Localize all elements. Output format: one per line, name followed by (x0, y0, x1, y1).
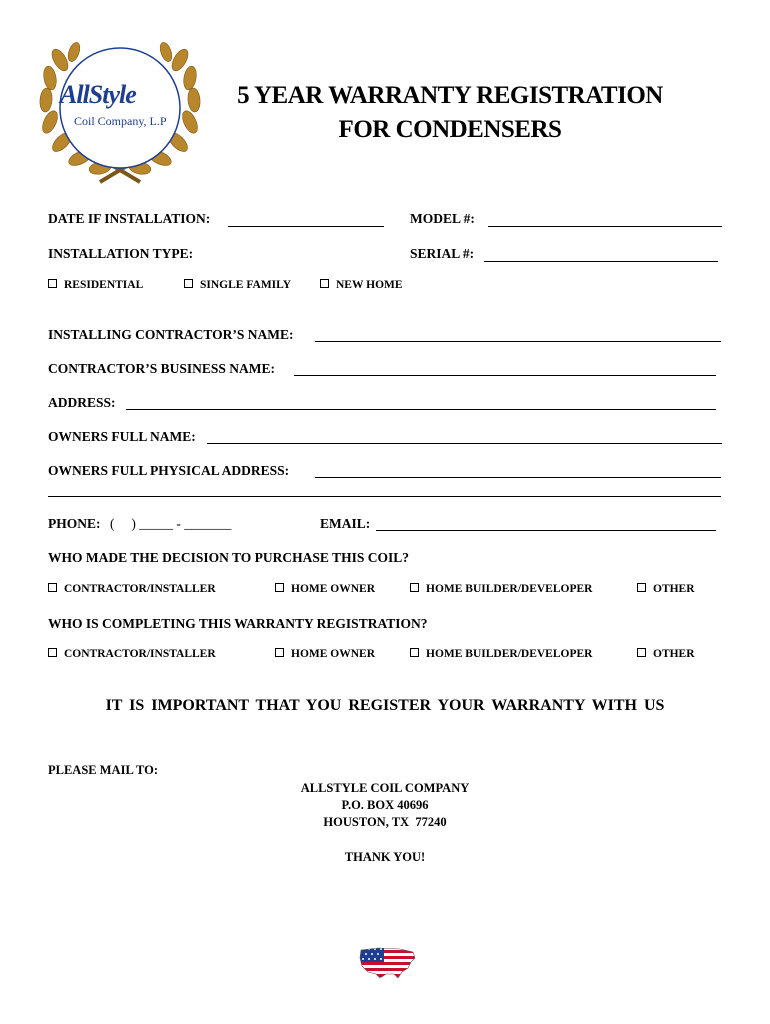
date-installation-field[interactable] (228, 226, 384, 227)
page-title-line2: FOR CONDENSERS (338, 116, 562, 143)
important-notice: IT IS IMPORTANT THAT YOU REGISTER YOUR WARRANTY WITH US (105, 697, 665, 714)
checkbox-label: CONTRACTOR/INSTALLER (64, 648, 216, 660)
checkbox-new-home[interactable] (320, 279, 403, 291)
business-name-label: CONTRACTOR’S BUSINESS NAME: (48, 361, 276, 376)
q1-option-home-owner[interactable] (275, 583, 375, 595)
date-installation-label: DATE IF INSTALLATION: (48, 211, 211, 226)
checkbox-icon (637, 648, 646, 657)
installing-contractor-field[interactable] (315, 341, 721, 342)
serial-label: SERIAL #: (410, 246, 475, 261)
checkbox-label: HOME OWNER (291, 583, 376, 595)
business-name-field[interactable] (294, 375, 716, 376)
checkbox-label: HOME OWNER (291, 648, 376, 660)
checkbox-icon (637, 583, 646, 592)
model-label: MODEL #: (410, 211, 475, 226)
owners-name-label: OWNERS FULL NAME: (48, 429, 196, 444)
logo-subtitle: Coil Company, L.P (74, 114, 167, 128)
q2-option-home-owner[interactable] (275, 648, 375, 660)
mail-po-box: P.O. BOX 40696 (341, 798, 429, 812)
checkbox-icon (184, 279, 193, 288)
checkbox-label: RESIDENTIAL (64, 279, 144, 291)
phone-label: PHONE: (48, 516, 101, 531)
installation-type-label: INSTALLATION TYPE: (48, 246, 194, 261)
checkbox-icon (48, 279, 57, 288)
checkbox-icon (48, 648, 57, 657)
q2-option-other[interactable] (637, 648, 695, 660)
q2-option-contractor[interactable] (48, 648, 216, 660)
checkbox-icon (275, 648, 284, 657)
question-completing-registration: WHO IS COMPLETING THIS WARRANTY REGISTRATION? (48, 616, 428, 631)
model-field[interactable] (488, 226, 722, 227)
checkbox-label: HOME BUILDER/DEVELOPER (426, 583, 593, 595)
mail-company: ALLSTYLE COIL COMPANY (300, 781, 470, 795)
logo-brand: AllStyle (60, 80, 136, 109)
checkbox-label: OTHER (653, 583, 695, 595)
owners-name-field[interactable] (207, 443, 722, 444)
installing-contractor-label: INSTALLING CONTRACTOR’S NAME: (48, 327, 294, 342)
mail-label: PLEASE MAIL TO: (48, 763, 158, 777)
question-purchase-decision: WHO MADE THE DECISION TO PURCHASE THIS COIL? (48, 550, 409, 565)
email-field[interactable] (376, 530, 716, 531)
thank-you: THANK YOU! (344, 850, 426, 864)
checkbox-label: NEW HOME (336, 279, 403, 291)
q1-option-contractor[interactable] (48, 583, 216, 595)
checkbox-residential[interactable] (48, 279, 143, 291)
checkbox-icon (48, 583, 57, 592)
address-field[interactable] (126, 409, 716, 410)
checkbox-single-family[interactable] (184, 279, 291, 291)
phone-field[interactable]: ( ) _____ - _______ (110, 516, 232, 531)
owners-address-label: OWNERS FULL PHYSICAL ADDRESS: (48, 463, 290, 478)
checkbox-icon (410, 583, 419, 592)
q1-option-home-builder[interactable] (410, 583, 592, 595)
company-logo (30, 30, 210, 190)
laurel-wreath-icon (30, 30, 210, 190)
serial-field[interactable] (484, 261, 718, 262)
email-label: EMAIL: (320, 516, 371, 531)
checkbox-label: OTHER (653, 648, 695, 660)
q2-option-home-builder[interactable] (410, 648, 592, 660)
page-title-line1: 5 YEAR WARRANTY REGISTRATION (237, 82, 663, 109)
checkbox-label: CONTRACTOR/INSTALLER (64, 583, 216, 595)
us-map-flag-icon (358, 944, 418, 984)
checkbox-icon (320, 279, 329, 288)
owners-address-field[interactable] (315, 477, 721, 478)
address-label: ADDRESS: (48, 395, 116, 410)
checkbox-icon (410, 648, 419, 657)
checkbox-label: SINGLE FAMILY (200, 279, 292, 291)
mail-city: HOUSTON, TX 77240 (323, 815, 447, 829)
q1-option-other[interactable] (637, 583, 695, 595)
owners-address-field-line2[interactable] (48, 496, 721, 497)
checkbox-label: HOME BUILDER/DEVELOPER (426, 648, 593, 660)
checkbox-icon (275, 583, 284, 592)
